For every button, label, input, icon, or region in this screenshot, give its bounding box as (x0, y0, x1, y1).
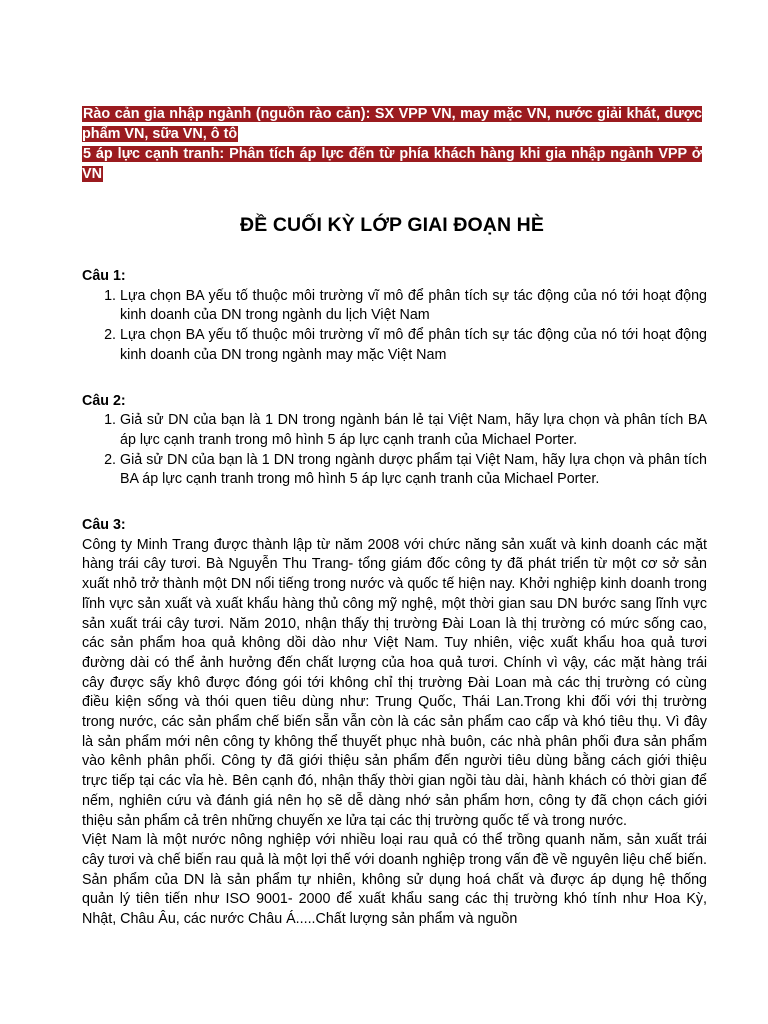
highlight-text-2: 5 áp lực cạnh tranh: Phân tích áp lực đến từ phía khách hàng khi gia nhập ngành VPP ở VN (82, 146, 702, 182)
highlight-note (82, 104, 702, 184)
question-3-paragraph-1: Công ty Minh Trang được thành lập từ năm 2008 với chức năng sản xuất và kinh doanh các mặt hàng trái cây tươi. Bà Nguyễn Thu Trang- tổng giám đốc công ty đã phát triển từ một cơ sở sản xuất nhỏ trở thành một DN nổi tiếng trong nước và quốc tế hiện nay. Khởi nghiệp kinh doanh trong lĩnh vực sản xuất và xuất khẩu hàng thủ công mỹ nghệ, một thời gian sau DN bước sang lĩnh vực sản xuất trái cây tươi. Năm 2010, nhận thấy thị trường Đài Loan là thị trường có mức sống cao, các sản phẩm hoa quả không dồi dào như Việt Nam. Tuy nhiên, việc xuất khẩu hoa quả tươi đường dài có thể ảnh hưởng đến chất lượng của hoa quả tươi. Chính vì vậy, các mặt hàng trái cây được sấy khô được đóng gói tới không chỉ thị trường Đài Loan mà các thị trường có cùng điều kiện sống và thói quen tiêu dùng như: Trung Quốc, Thái Lan.Trong khi đối với thị trường trong nước, các sản phẩm chế biến sẵn vẫn còn là các sản phẩm cao cấp và khó tiêu thụ. Vì đây là sản phẩm mới nên công ty không thể thuyết phục nhà buôn, các nhà phân phối đưa sản phẩm vào kênh phân phối. Công ty đã giới thiệu sản phẩm đến người tiêu dùng bằng cách giới thiệu trực tiếp tại các vỉa hè. Bên cạnh đó, nhận thấy thời gian ngồi tàu dài, hành khách có thời gian để nếm, nghiên cứu và đánh giá nên họ sẽ dễ dàng nhớ sản phẩm hơn, công ty đã chọn cách giới thiệu sản phẩm cả trên những chuyến xe lửa tại các thị trường quốc tế và trong nước. (82, 536, 707, 829)
question-2-list (82, 411, 707, 490)
question-3-paragraph-2: Việt Nam là một nước nông nghiệp với nhiều loại rau quả có thể trồng quanh năm, sản xuất trái cây tươi và chế biến rau quả là một lợi thế với doanh nghiệp trong vấn đề về nguyên liệu chế biến. Sản phẩm của DN là sản phẩm tự nhiên, không sử dụng hoá chất và được áp dụng hệ thống quản lý tiên tiến như ISO 9001- 2000 để xuất khẩu sang các thị trường khó tính như Hoa Kỳ, Nhật, Châu Âu, các nước Châu Á.....Chất lượng sản phẩm và nguồn (82, 832, 707, 928)
question-1-item-1: 1. Lựa chọn BA yếu tố thuộc môi trường vĩ mô để phân tích sự tác động của nó tới hoạt động kinh doanh của DN trong ngành du lịch Việt Nam (120, 287, 707, 326)
question-1-section (82, 267, 707, 366)
highlight-line-2 (82, 144, 702, 184)
question-2-section (82, 392, 707, 491)
question-3-section (82, 516, 707, 930)
question-2-label: Câu 2: (82, 392, 126, 409)
question-2-item-2: 2. Giả sử DN của bạn là 1 DN trong ngành dược phẩm tại Việt Nam, hãy lựa chọn và phân tích BA áp lực cạnh tranh trong mô hình 5 áp lực cạnh tranh của Michael Porter. (120, 451, 707, 490)
question-1-label: Câu 1: (82, 268, 126, 284)
question-2-item-1: 1. Giả sử DN của bạn là 1 DN trong ngành bán lẻ tại Việt Nam, hãy lựa chọn và phân tích BA áp lực cạnh tranh trong mô hình 5 áp lực cạnh tranh của Michael Porter. (120, 411, 707, 450)
question-1-list (82, 287, 707, 366)
question-1-item-2: 2. Lựa chọn BA yếu tố thuộc môi trường vĩ mô để phân tích sự tác động của nó tới hoạt động kinh doanh của DN trong ngành may mặc Việt Nam (120, 326, 707, 365)
highlight-text-1: Rào cản gia nhập ngành (nguồn rào cản): SX VPP VN, may mặc VN, nước giải khát, dược phẩm VN, sữa VN, ô tô (82, 106, 702, 142)
highlight-line-1 (82, 104, 702, 144)
page-title: ĐỀ CUỐI KỲ LỚP GIAI ĐOẠN HÈ (240, 214, 544, 236)
question-3-label: Câu 3: (82, 517, 126, 534)
